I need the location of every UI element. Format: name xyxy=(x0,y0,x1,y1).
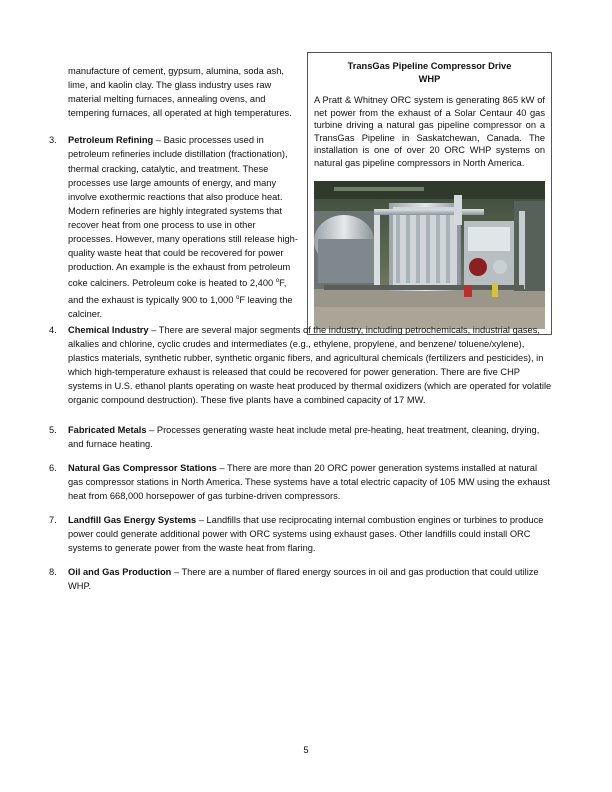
list-item-title: Natural Gas Compressor Stations xyxy=(68,463,217,473)
degree-symbol: o xyxy=(235,294,240,301)
list-item-title: Oil and Gas Production xyxy=(68,567,172,577)
left-column xyxy=(49,64,300,321)
intro-paragraph: manufacture of cement, gypsum, alumina, soda ash, lime, and kaolin clay. The glass industry uses raw material melting furnaces, annealing ovens, and tempering furnaces, all operated at high temperatures. xyxy=(68,66,292,119)
degree-symbol: o xyxy=(275,278,280,285)
sidebar-box xyxy=(307,52,552,335)
sidebar-title: TransGas Pipeline Compressor Drive WHP xyxy=(347,61,512,84)
list-item-title: Chemical Industry xyxy=(68,325,149,335)
list-item-natural-gas-compressor-stations xyxy=(49,461,552,503)
orc-installation-photo xyxy=(314,181,545,329)
list-item-petroleum-refining xyxy=(49,133,300,320)
list-item-title: Fabricated Metals xyxy=(68,425,147,435)
list-number: 6. xyxy=(49,463,57,473)
list-item-chemical-industry xyxy=(49,323,552,408)
list-item-text: Petroleum Refining – Basic processes used in petroleum refineries include distillation (fractionation), thermal cracking, catalytic, and treatment. These processes use large amounts of energy, and many involve exothermic reactions that also produce heat. Modern refineries are highly integrated systems that recover heat from one process to use in other processes. However, many operations still release high-quality waste heat that could be recovered for power production. An example is the exhaust from petroleum coke calciners. Petroleum coke is heated to 2,400 $^o$F, and the exhaust is typically 900 to 1,000 $^o$F leaving the calciner. xyxy=(68,135,298,319)
list-item-title: Petroleum Refining xyxy=(68,135,154,146)
list-item-text: Chemical Industry – There are several major segments of the industry, including petrochemicals, industrial gases, alkalies and chlorine, cyclic crudes and intermediates (e.g., ethylene, propylene, and benzene/ toluene/xylene), plastics materials, synthetic rubber, synthetic organic fibers, and agricultural chemicals (fertilizers and pesticides), in which high-temperature exhaust is released that could be recovered for power generation. There are five CHP systems in U.S. ethanol plants operating on waste heat produced by thermal oxidizers (which are operated for volatile organic compound destruction). These five plants have a combined capacity of 17 MW. xyxy=(68,325,552,406)
sidebar-text: A Pratt & Whitney ORC system is generating 865 kW of net power from the exhaust of a Solar Centaur 40 gas turbine driving a natural gas pipeline compressor on a TransGas Pipeline in Saskatchewan, Canada. The installation is one of over 20 ORC WHP systems on natural gas pipeline compressors in North America. xyxy=(314,95,545,168)
list-item-title: Landfill Gas Energy Systems xyxy=(68,515,197,525)
list-item-oil-and-gas-production xyxy=(49,565,552,593)
list-item-text: Oil and Gas Production – There are a number of flared energy sources in oil and gas production that could utilize WHP. xyxy=(68,567,539,592)
list-number: 7. xyxy=(49,515,57,525)
list-item-fabricated-metals xyxy=(49,423,552,451)
list-item-landfill-gas-energy-systems xyxy=(49,513,552,555)
page-number: 5 xyxy=(303,745,309,756)
list-number: 4. xyxy=(49,325,57,335)
list-number: 3. xyxy=(49,135,57,146)
list-item-text: Natural Gas Compressor Stations – There are more than 20 ORC power generation systems installed at natural gas compressor stations in North America. These systems have a total electric capacity of 105 MW using the exhaust heat from 668,000 horsepower of gas turbine-driven compressors. xyxy=(68,463,550,502)
list-item-text: Fabricated Metals – Processes generating waste heat include metal pre-heating, heat treatment, cleaning, drying, and furnace heating. xyxy=(68,425,540,450)
list-number: 8. xyxy=(49,567,57,577)
list-number: 5. xyxy=(49,425,57,435)
list-item-text: Landfill Gas Energy Systems – Landfills that use reciprocating internal combustion engines or turbines to produce power could generate additional power with ORC systems using exhaust gases. Other landfills could install ORC systems to generate power from the waste heat from flaring. xyxy=(68,515,544,554)
